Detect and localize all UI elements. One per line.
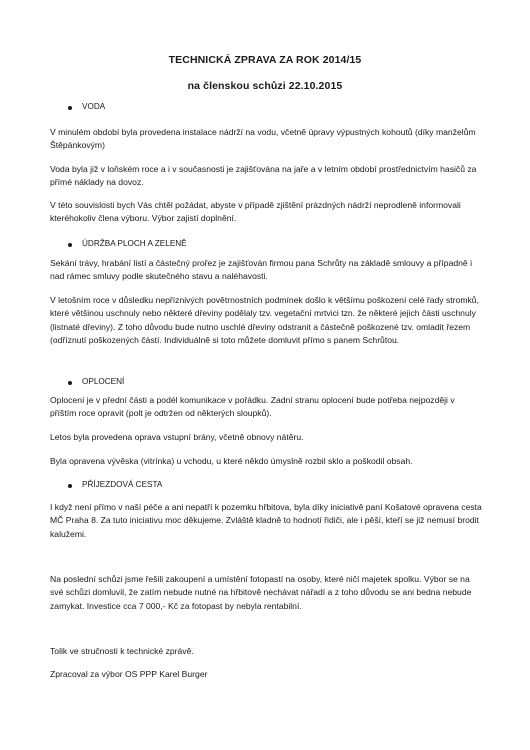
paragraph: Oplocení je v přední části a podél komunikace v pořádku. Zadní stranu oplocení bude potřeba nejpozději v příštím roce opravit (polt je odtržen od některých sloupků). bbox=[50, 395, 455, 419]
document-page: TECHNICKÁ ZPRAVA ZA ROK 2014/15 na členskou schůzi 22.10.2015 VODA V minulém období byla provedena instalace nádrží na vodu, včetně úpravy výpustných kohoutů (díky manželům Štěpánkovým) Voda byla již v loňském roce a i v současnosti je zajišťována na jaře a v letním období prostřednictvím hasičů za přímé náklady na dovoz. V této souvislosti bych Vás chtěl požádat, abyste v případě zjištění prázdných nádrží neprodleně informovali kteréhokoliv člena výboru. Výbor zajistí doplnění. ÚDRŽBA PLOCH A ZELENĚ Sekání trávy, hrabání listí a částečný prořez je zajišťován firmou pana Schrůty na základě smlouvy a případně i nad rámec smluvy podle skutečného stavu a naléhavosti. V letošním roce v důsledku nepříznivých povětrnostních podmínek došlo k většímu poškození celé řady stromků, které většinou uschnuly nebo některé dřeviny podělaly tzv. vegetační mrtvici tzn. že některé jejich části uschnuly (listnaté dřeviny). Z toho důvodu bude nutno uschlé dřeviny odstranit a částečně poškozené tzv. omladit řezem (odříznutí poškozených částí. Individuálně si toto můžete domluvit přímo s panem Schrůtou. OPLOCENÍ Oplocení je v přední části a podél komunikace v pořádku. Zadní stranu oplocení bude potřeba nejpozději v příštím roce opravit (polt je odtržen od některých sloupků). Letos byla provedena oprava vstupní brány, včetně obnovy nátěru. Byla opravena vývěska (vitrínka) u vchodu, u které někdo úmyslně rozbil sklo a poškodil obsah. PŘÍJEZDOVÁ CESTA I když není přímo v naší péče a ani nepatří k pozemku hřbitova, byla díky iniciativě paní Košatové opravena cesta MČ Praha 8. Za tuto iniciativu moc děkujeme. Zvláště kladně to hodnotí řidiči, ale i pěší, kteří se již nemusí brodit kalužemi. Na poslední schůzi jsme řešili zakoupení a umístění fotopastí na osoby, které ničí majetek spolku. Výbor se na své schůzi domluvil, že zatím nebude nutné na hřbitově nechávat nářadí a z toho důvodu se ani bedna nebude zamykat. Investice cca 7 000,- Kč za fotopast by nebyla rentabilní. Tolik ve stručnosti k technické zprávě. Zpracoval za výbor OS PPP Karel Burger bbox=[0, 0, 530, 750]
document-subtitle: na členskou schůzi 22.10.2015 bbox=[187, 80, 343, 92]
paragraph: Letos byla provedena oprava vstupní brány, včetně obnovy nátěru. bbox=[50, 432, 304, 442]
bullet-icon bbox=[68, 243, 72, 247]
paragraph: Sekání trávy, hrabání listí a částečný prořez je zajišťován firmou pana Schrůty na základě smlouvy a případně i nad rámec smluvy podle skutečného stavu a naléhavosti. bbox=[50, 258, 472, 282]
paragraph: V letošním roce v důsledku nepříznivých povětrnostních podmínek došlo k většímu poškození celé řady stromků, které většinou uschnuly nebo některé dřeviny podělaly tzv. vegetační mrtvici tzn. že některé jejich části uschnuly (listnaté dřeviny). Z toho důvodu bude nutno uschlé dřeviny odstranit a částečně poškozené tzv. omladit řezem (odříznutí poškozených částí. Individuálně si toto můžete domluvit přímo s panem Schrůtou. bbox=[50, 295, 479, 346]
bullet-icon bbox=[68, 484, 72, 488]
bullet-icon bbox=[68, 381, 72, 385]
paragraph: Na poslední schůzi jsme řešili zakoupení a umístění fotopastí na osoby, které ničí majetek spolku. Výbor se na své schůzi domluvil, že zatím nebude nutné na hřbitově nechávat nářadí a z toho důvodu se ani bedna nebude zamykat. Investice cca 7 000,- Kč za fotopast by nebyla rentabilní. bbox=[50, 574, 472, 611]
document-title: TECHNICKÁ ZPRAVA ZA ROK 2014/15 bbox=[168, 54, 362, 66]
paragraph: Byla opravena vývěska (vitrínka) u vchodu, u které někdo úmyslně rozbil sklo a poškodil obsah. bbox=[50, 456, 413, 466]
paragraph: I když není přímo v naší péče a ani nepatří k pozemku hřbitova, byla díky iniciativě paní Košatové opravena cesta MČ Praha 8. Za tuto iniciativu moc děkujeme. Zvláště kladně to hodnotí řidiči, ale i pěší, kteří se již nemusí brodit kalužemi. bbox=[50, 502, 482, 539]
paragraph: V minulém období byla provedena instalace nádrží na vodu, včetně úpravy výpustných kohoutů (díky manželům Štěpánkovým) bbox=[50, 127, 476, 151]
paragraph: V této souvislosti bych Vás chtěl požádat, abyste v případě zjištění prázdných nádrží neprodleně informovali kteréhokoliv člena výboru. Výbor zajistí doplnění. bbox=[50, 200, 461, 224]
bullet-icon bbox=[68, 106, 72, 110]
closing-line: Tolik ve stručnosti k technické zprávě. bbox=[50, 646, 194, 656]
signature-line: Zpracoval za výbor OS PPP Karel Burger bbox=[50, 669, 208, 679]
paragraph: Voda byla již v loňském roce a i v současnosti je zajišťována na jaře a v letním období prostřednictvím hasičů za přímé náklady na dovoz. bbox=[50, 164, 477, 188]
